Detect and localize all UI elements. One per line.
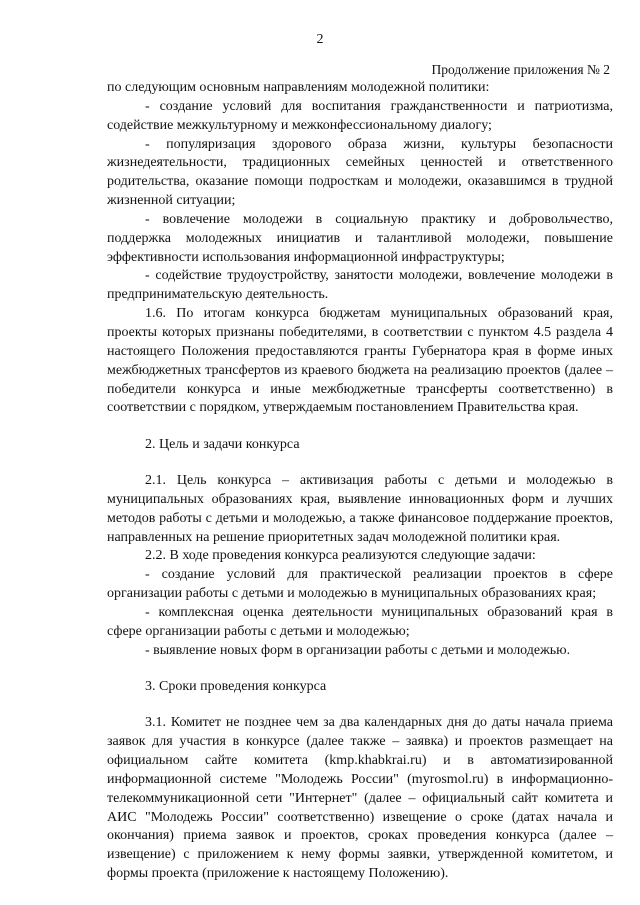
paragraph-3-1: 3.1. Комитет не позднее чем за два календарных дня до даты начала приема заявок для участия в конкурсе (далее также – заявка) и проектов размещает на официальном сайте комитета (kmp.khabkrai.ru) и в автоматизированной информационной системе "Молодежь России" (myrosmol.ru) в информационно-телекоммуникационной сети "Интернет" (далее – официальный сайт комитета и АИС "Молодежь России" соответственно) извещение о сроке (датах начала и окончания) приема заявок и проектов, сроках проведения конкурса (далее – извещение) с приложением к нему формы заявки, утвержденной комитетом, и формы проекта (приложение к настоящему Положению). [107, 715, 613, 882]
list-item-new-forms: - выявление новых форм в организации работы с детьми и молодежью. [145, 642, 571, 658]
paragraph-2-2: 2.2. В ходе проведения конкурса реализуются следующие задачи: [145, 548, 536, 564]
appendix-label: Продолжение приложения № 2 [431, 62, 610, 77]
section-heading-3: 3. Сроки проведения конкурса [145, 679, 327, 695]
document-body [107, 79, 613, 884]
paragraph-intro: по следующим основным направлениям молодежной политики: [107, 80, 490, 95]
list-item-employment: - содействие трудоустройству, занятости молодежи, вовлечение молодежи в предпринимательскую деятельность. [107, 268, 613, 303]
list-item-assessment: - комплексная оценка деятельности муниципальных образований края в сфере организации работы с детьми и молодежью; [107, 604, 613, 639]
page-number: 2 [316, 32, 324, 47]
paragraph-2-1: 2.1. Цель конкурса – активизация работы с детьми и молодежью в муниципальных образованиях края, выявление инновационных форм и лучших методов работы с детьми и молодежью, а также финансовое поддержание проектов, направленных на решение приоритетных задач молодежной политики края. [107, 473, 613, 545]
list-item-volunteering: - вовлечение молодежи в социальную практику и добровольчество, поддержка молодежных инициатив и талантливой молодежи, повышение эффективности использования информационной инфраструктуры; [107, 211, 613, 265]
paragraph-1-6: 1.6. По итогам конкурса бюджетам муниципальных образований края, проекты которых признаны победителями, в соответствии с пунктом 4.5 раздела 4 настоящего Положения предоставляются гранты Губернатора края в форме иных межбюджетных трансфертов из краевого бюджета на реализацию проектов (далее – победители конкурса и иные межбюджетные трансферты соответственно) в соответствии с порядком, утверждаемым постановлением Правительства края. [107, 306, 613, 416]
list-item-patriotism: - создание условий для воспитания гражданственности и патриотизма, содействие межкультурному и межконфессиональному диалогу; [107, 98, 613, 133]
list-item-healthy-lifestyle: - популяризация здорового образа жизни, культуры безопасности жизнедеятельности, традиционных семейных ценностей и ответственного родительства, оказание помощи подросткам и молодежи, оказавшимся в трудной жизненной ситуации; [107, 136, 613, 209]
list-item-project-conditions: - создание условий для практической реализации проектов в сфере организации работы с детьми и молодежью в муниципальных образованиях края; [107, 567, 613, 602]
section-heading-2: 2. Цель и задачи конкурса [145, 437, 300, 453]
